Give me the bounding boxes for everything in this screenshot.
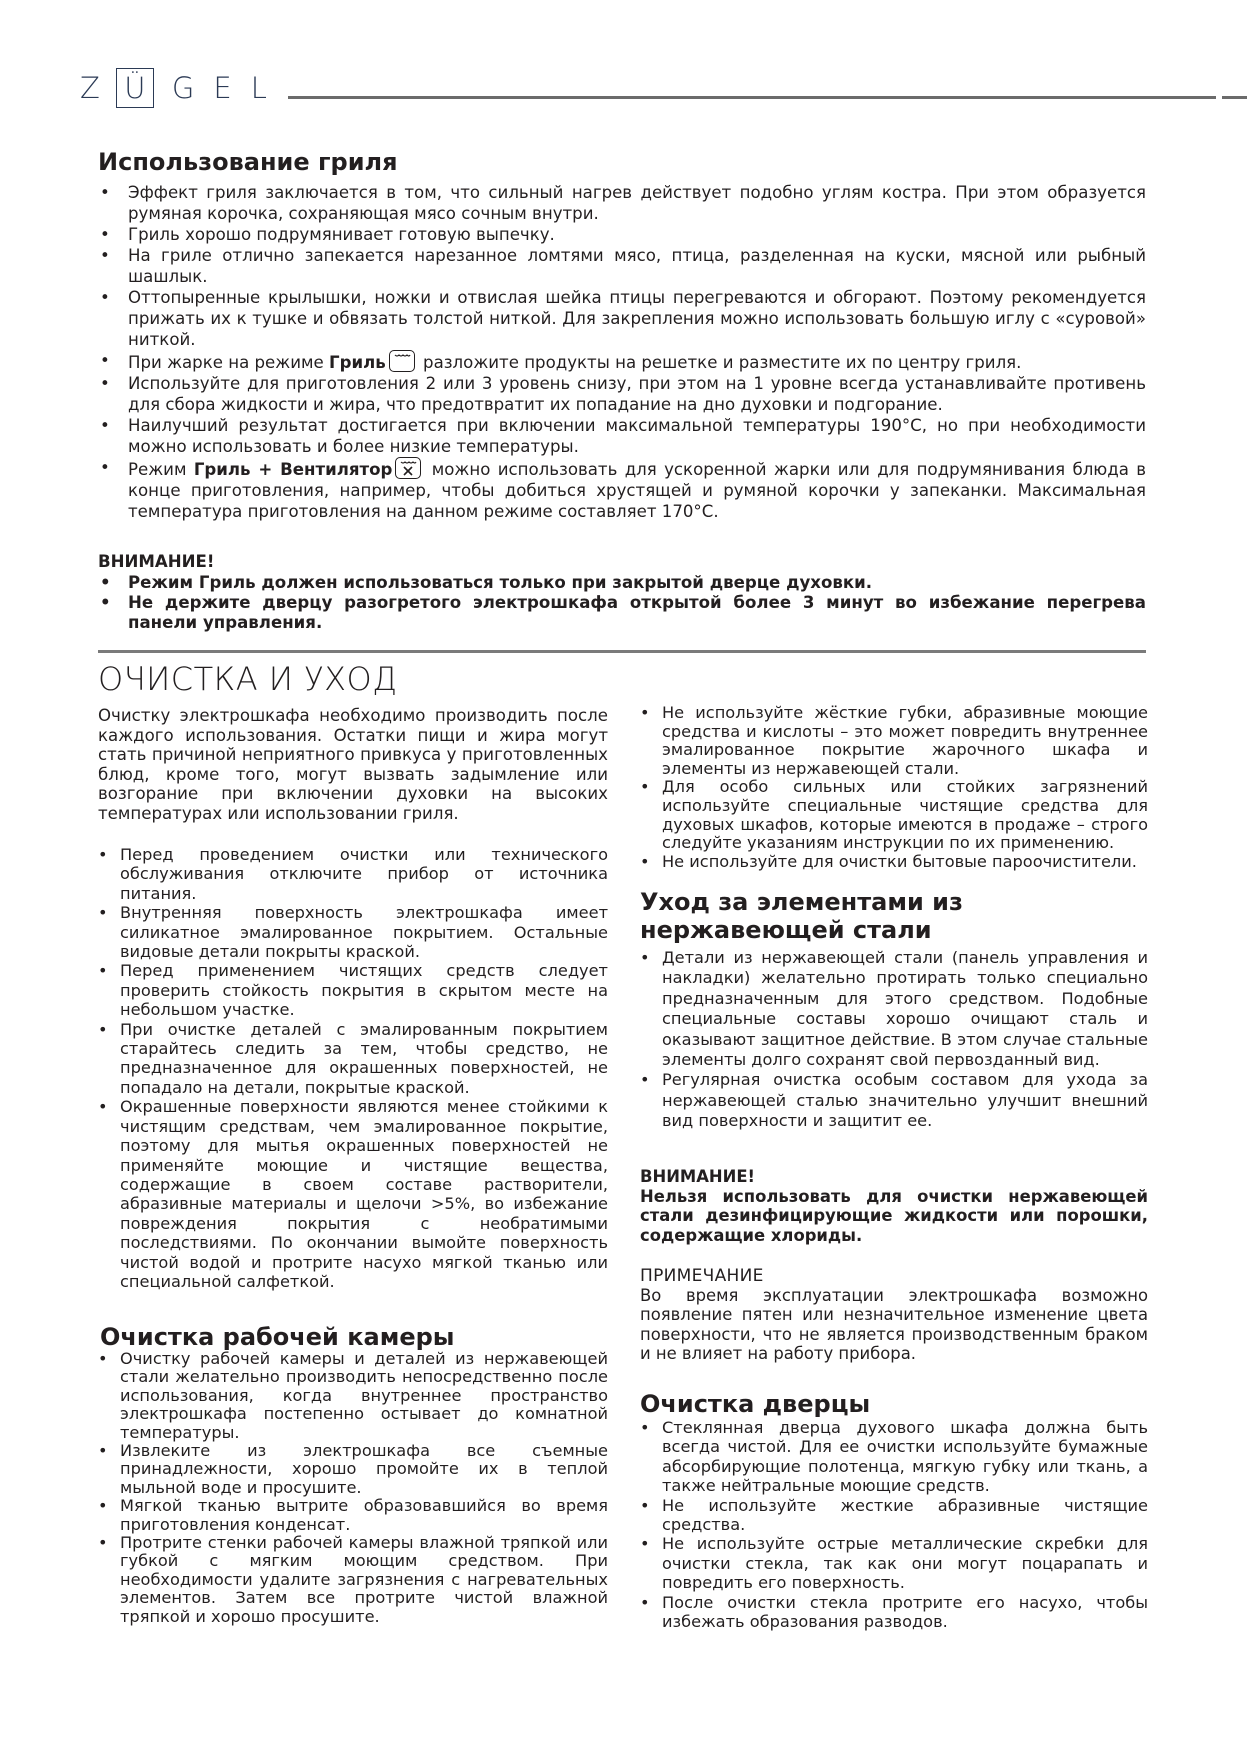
grill-fan-icon xyxy=(395,457,421,479)
logo-letter: L xyxy=(250,71,267,105)
steel-warning-label: ВНИМАНИЕ! xyxy=(640,1167,756,1186)
logo-letter: E xyxy=(213,71,232,105)
mode-name: Гриль + Вентилятор xyxy=(193,460,393,479)
care-title: ОЧИСТКА И УХОД xyxy=(98,660,398,698)
care-intro: Очистку электрошкафа необходимо производить после каждого использования. Остатки пищи и жира могут стать причиной неприятного привкуса у приготовленных блюд, кроме того, могут вызвать задымление или возгорание при включении духовки на высоких температурах или использовании гриля. xyxy=(98,706,608,823)
care-list xyxy=(98,845,608,1291)
list-item: • Детали из нержавеющей стали (панель управления и накладки) желательно протирать только специально предназначенным для этого средством. Подобные специальные составы хорошо очищают сталь и оказывают защитное действие. В этом случае стальные элементы долго сохранят свой первозданный вид. xyxy=(640,948,1148,1070)
list-item: • Очистку рабочей камеры и деталей из нержавеющей стали желательно производить непосредственно после использования, когда внутреннее пространство электрошкафа постепенно остывает до комнатной температуры. xyxy=(98,1350,608,1442)
list-item: • Протрите стенки рабочей камеры влажной тряпкой или губкой с мягким моющим средством. При необходимости удалите загрязнения с нагревательных элементов. Затем все протрите чистой влажной тряпкой и хорошо просушите. xyxy=(98,1534,608,1626)
list-item xyxy=(98,457,1146,522)
list-item: • Внутренняя поверхность электрошкафа имеет силикатное эмалированное покрытием. Остальные видовые детали покрыты краской. xyxy=(98,903,608,961)
grill-title: Использование гриля xyxy=(98,148,398,176)
warning-item: • Не держите дверцу разогретого электрошкафа открытой более 3 минут во избежание перегрева панели управления. xyxy=(98,593,1146,633)
list-item: • Не используйте для очистки бытовые пароочистители. xyxy=(640,853,1148,872)
door-title: Очистка дверцы xyxy=(640,1390,871,1418)
list-item: • Наилучший результат достигается при включении максимальной температуры 190°С, но при необходимости можно использовать и более низкие температуры. xyxy=(98,415,1146,457)
item-text: разложите продукты на решетке и разместите их по центру гриля. xyxy=(423,353,1022,372)
list-item: • Не используйте жёсткие губки, абразивные моющие средства и кислоты – это может повредить внутреннее эмалированное покрытие жарочного шкафа и элементы из нержавеющей стали. xyxy=(640,704,1148,778)
list-item: • После очистки стекла протрите его насухо, чтобы избежать образования разводов. xyxy=(640,1593,1148,1632)
list-item: • Стеклянная дверца духового шкафа должна быть всегда чистой. Для ее очистки используйте бумажные абсорбирующие полотенца, мягкую губку или ткань, а также нейтральные моющие средств. xyxy=(640,1418,1148,1496)
list-item: • Используйте для приготовления 2 или 3 уровень снизу, при этом на 1 уровне всегда устанавливайте противень для сбора жидкости и жира, что предотвратит их попадание на дно духовки и подгорание. xyxy=(98,373,1146,415)
list-item: • Не используйте жесткие абразивные чистящие средства. xyxy=(640,1496,1148,1535)
chamber-title: Очистка рабочей камеры xyxy=(100,1323,455,1351)
grill-warning-list xyxy=(98,573,1146,633)
logo-letter: Z xyxy=(80,71,100,105)
list-item: • Регулярная очистка особым составом для ухода за нержавеющей сталью значительно улучшит внешний вид поверхности и защитит ее. xyxy=(640,1070,1148,1131)
item-text: Режим xyxy=(128,460,187,479)
grill-mode-icon xyxy=(389,350,415,372)
steel-warning-text: Нельзя использовать для очистки нержавеющей стали дезинфицирующие жидкости или порошки, содержащие хлориды. xyxy=(640,1187,1148,1245)
list-item: • На гриле отлично запекается нарезанное ломтями мясо, птица, разделенная на куски, мясной или рыбный шашлык. xyxy=(98,245,1146,287)
list-item: • Эффект гриля заключается в том, что сильный нагрев действует подобно углям костра. При этом образуется румяная корочка, сохраняющая мясо сочным внутри. xyxy=(98,182,1146,224)
list-item: • Перед проведением очистки или технического обслуживания отключите прибор от источника питания. xyxy=(98,845,608,903)
list-item: • Извлеките из электрошкафа все съемные принадлежности, хорошо промойте их в теплой мыльной воде и просушите. xyxy=(98,1442,608,1497)
list-item: • При очистке деталей с эмалированным покрытием старайтесь следить за тем, чтобы средство, не предназначенное для окрашенных поверхностей, не попадало на детали, покрытые краской. xyxy=(98,1020,608,1098)
care-right-list xyxy=(640,704,1148,871)
header-rule-end xyxy=(1222,96,1247,99)
list-item: • Не используйте острые металлические скребки для очистки стекла, так как они могут поцарапать и повредить его поверхность. xyxy=(640,1534,1148,1592)
brand-logo xyxy=(80,68,267,108)
mode-name: Гриль xyxy=(329,353,386,372)
grill-list xyxy=(98,182,1146,522)
note-label: ПРИМЕЧАНИЕ xyxy=(640,1266,764,1286)
warning-item: • Режим Гриль должен использоваться только при закрытой дверце духовки. xyxy=(98,573,1146,593)
door-list xyxy=(640,1418,1148,1631)
list-item: • Гриль хорошо подрумянивает готовую выпечку. xyxy=(98,224,1146,245)
item-text: можно использовать для ускоренной жарки или для подрумянивания блюда в конце приготовления, например, чтобы добиться хрустящей и румяной корочки у запеканки. Максимальная температура приготовления на данном режиме составляет 170°С. xyxy=(128,460,1147,521)
chamber-list xyxy=(98,1350,608,1626)
logo-letter: Ü xyxy=(124,71,146,105)
item-text: При жарке на режиме xyxy=(128,353,324,372)
section-divider xyxy=(98,650,1146,653)
list-item: • Для особо сильных или стойких загрязнений используйте специальные чистящие средства для духовых шкафов, которые имеются в продаже – строго следуйте указаниям инструкции по их применению. xyxy=(640,778,1148,852)
logo-box xyxy=(116,68,154,108)
steel-title: Уход за элементами из нержавеющей стали xyxy=(640,888,963,944)
header-rule xyxy=(288,96,1216,99)
list-item xyxy=(98,350,1146,373)
list-item: • Мягкой тканью вытрите образовавшийся во время приготовления конденсат. xyxy=(98,1497,608,1534)
logo-letter: G xyxy=(171,71,195,105)
note-text: Во время эксплуатации электрошкафа возможно появление пятен или незначительное изменение цвета поверхности, что не является производственным браком и не влияет на работу прибора. xyxy=(640,1286,1148,1364)
list-item: • Окрашенные поверхности являются менее стойкими к чистящим средствам, чем эмалированное покрытие, поэтому для мытья окрашенных поверхностей не применяйте моющие и чистящие вещества, содержащие в своем составе растворители, абразивные материалы и щелочи >5%, во избежание повреждения покрытия с необратимыми последствиями. По окончании вымойте поверхность чистой водой и протрите насухо мягкой тканью или специальной салфеткой. xyxy=(98,1097,608,1291)
list-item: • Оттопыренные крылышки, ножки и отвислая шейка птицы перегреваются и обгорают. Поэтому рекомендуется прижать их к тушке и обвязать толстой ниткой. Для закрепления можно использовать большую иглу с «суровой» ниткой. xyxy=(98,287,1146,350)
list-item: • Перед применением чистящих средств следует проверить стойкость покрытия в скрытом месте на небольшом участке. xyxy=(98,961,608,1019)
grill-warning-label: ВНИМАНИЕ! xyxy=(98,552,215,571)
steel-list xyxy=(640,948,1148,1132)
